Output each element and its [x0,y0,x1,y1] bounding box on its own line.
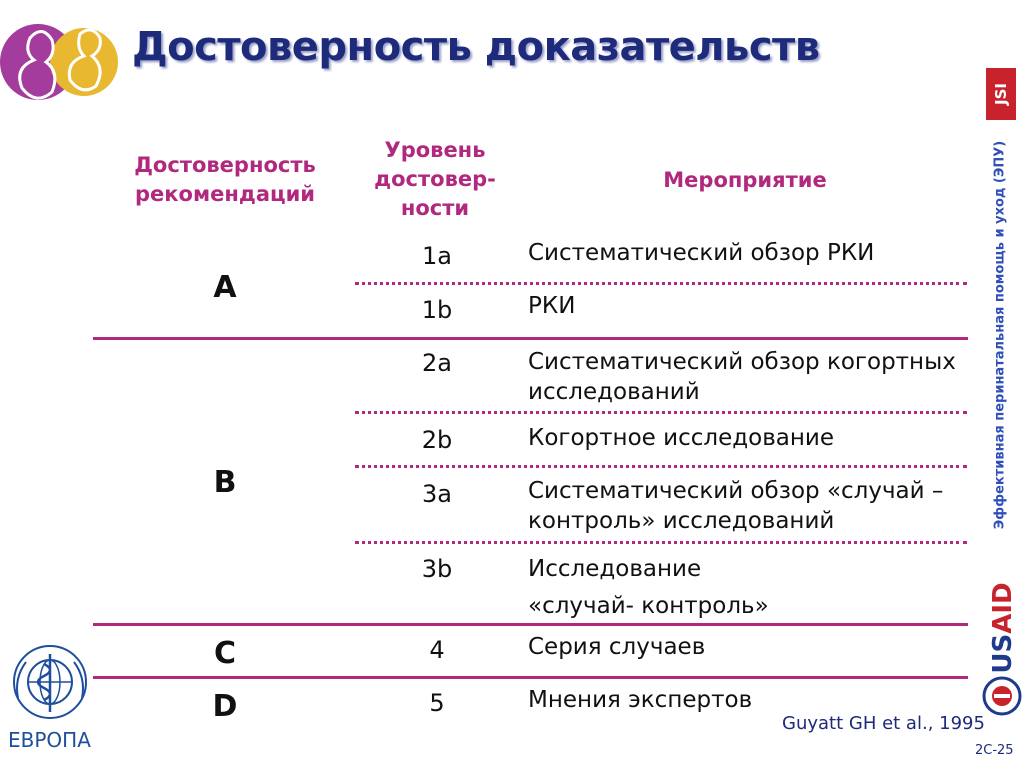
desc-5 [528,685,752,715]
desc-1a-line1: Систематический обзор РКИ [528,240,875,266]
desc-3a-line2: контроль» исследований [528,508,835,534]
grade-b: B [213,465,237,500]
slide-number: 2C-25 [975,743,1014,758]
desc-3b [528,551,769,625]
header-level [350,136,520,223]
desc-1a [528,238,874,268]
desc-4-line1: Серия случаев [528,634,706,660]
jsi-logo-text: JSI [992,83,1010,105]
level-4: 4 [429,636,445,664]
desc-3a-line1: Систематический обзор «случай – [528,478,944,504]
program-logo [0,8,120,108]
grade-d: D [212,689,238,724]
who-emblem-icon [10,640,90,725]
desc-5-line1: Мнения экспертов [528,687,753,713]
level-1a: 1a [422,242,452,270]
desc-2a-line2: исследований [528,379,700,405]
jsi-logo [986,68,1016,120]
header-grade [100,151,350,209]
desc-2a-line1: Систематический обзор когортных [528,349,956,375]
group-divider-solid [93,337,968,340]
desc-1b-line1: РКИ [528,293,576,319]
desc-2b-line1: Когортное исследование [528,425,834,451]
grade-c: C [213,636,237,671]
citation: Guyatt GH et al., 1995 [782,713,985,734]
level-2b: 2b [421,426,453,454]
desc-2b [528,423,834,453]
page-title: Достоверность доказательств [132,24,820,70]
header-measure: Мероприятие [663,168,827,192]
usaid-logo [983,578,1023,678]
level-3a: 3a [422,480,452,508]
usaid-seal-icon [982,676,1022,716]
who-europe-label: ЕВРОПА [8,728,91,752]
desc-4 [528,632,705,662]
desc-3b-line2: «случай- контроль» [528,593,769,619]
usaid-logo-text: USAID [988,582,1018,674]
level-1b: 1b [421,296,453,324]
desc-1b [528,291,575,321]
header-level-line2: достовер- [374,167,496,191]
header-grade-line2: рекомендаций [135,182,315,206]
level-3b: 3b [421,555,453,583]
desc-2a [528,347,956,407]
desc-3b-line1: Исследование [528,556,702,582]
sidebar-caption-text: Эффективная перинатальная помощь и уход (ЭПУ) [992,140,1008,530]
row-divider-dotted [355,465,967,468]
header-level-line1: Уровень [384,138,486,162]
row-divider-dotted [355,541,967,544]
header-level-line3: ности [400,196,470,220]
group-divider-solid [93,623,968,626]
header-grade-line1: Достоверность [134,153,316,177]
group-divider-solid [93,676,968,679]
row-divider-dotted [355,282,967,285]
level-5: 5 [429,689,445,717]
sidebar-caption [985,130,1015,540]
desc-3a [528,476,943,536]
row-divider-dotted [355,411,967,414]
level-2a: 2a [422,349,452,377]
grade-a: A [213,270,237,305]
